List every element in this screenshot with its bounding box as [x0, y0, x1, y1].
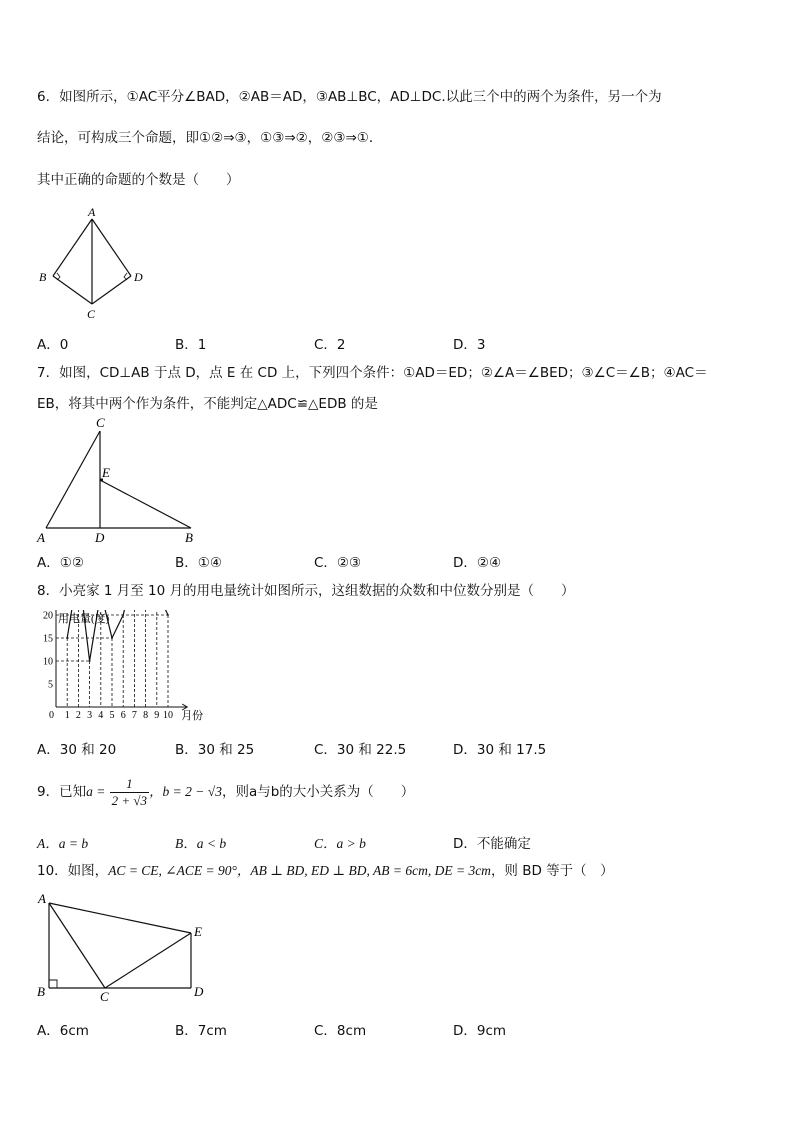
origin-label: 0 — [49, 710, 54, 721]
q7-text-line2: EB，将其中两个作为条件，不能判定△ADC≌△EDB 的是 — [37, 396, 378, 412]
q10-option-a: A．6cm — [37, 1023, 89, 1039]
x-tick-label-10: 10 — [163, 710, 173, 721]
q9-post: ，则a与b的大小关系为（ ） — [221, 784, 415, 800]
q10-label-C: C — [100, 989, 109, 1004]
q10-math: AC = CE, ∠ACE = 90°，AB ⊥ BD, ED ⊥ BD, AB = 6cm, DE = 3cm — [108, 863, 491, 878]
data-point-5 — [111, 637, 113, 639]
x-tick-label-5: 5 — [109, 710, 115, 721]
x-tick-label-6: 6 — [120, 710, 126, 721]
q9-frac-den: 2 + √3 — [111, 792, 148, 808]
x-tick-label-1: 1 — [64, 710, 70, 721]
q10-label-D: D — [194, 984, 204, 999]
q7-option-b: B．①④ — [175, 555, 222, 571]
q10-label-A: A — [38, 891, 46, 906]
q7-option-c: C．②③ — [314, 555, 362, 571]
q7-option-d: D．②④ — [453, 555, 502, 571]
q6-figure — [34, 203, 154, 323]
x-tick-label-9: 9 — [154, 710, 160, 721]
q8-text-line1: 8．小亮家 1 月至 10 月的用电量统计如图所示，这组数据的众数和中位数分别是（ ） — [37, 583, 575, 599]
q9-pre: 9．已知 — [37, 784, 87, 800]
q10-question — [37, 862, 614, 880]
data-point-6 — [122, 614, 124, 616]
q6-label-B: B — [39, 270, 47, 284]
q7-label-E: E — [102, 465, 110, 480]
q9-b-expr: ，b = 2 − √3 — [149, 784, 222, 799]
x-axis-title: 月份 — [181, 710, 204, 722]
q7-figure — [34, 414, 204, 546]
q7-label-C: C — [96, 415, 105, 430]
q10-option-d: D．9cm — [453, 1023, 507, 1039]
q9-option-d: D．不能确定 — [453, 836, 531, 852]
y-tick-label-10: 10 — [43, 656, 53, 668]
q8-option-a: A．30 和 20 — [37, 742, 117, 758]
q7-label-A: A — [37, 530, 45, 545]
y-tick-label-15: 15 — [43, 633, 53, 645]
q9-option-a: A．a = b — [37, 836, 89, 851]
q10-figure — [34, 888, 214, 1006]
q8-chart — [34, 610, 214, 725]
data-point-10 — [167, 614, 169, 616]
q10-option-b: B．7cm — [175, 1023, 227, 1039]
q7-text-line1: 7．如图，CD⊥AB 于点 D，点 E 在 CD 上，下列四个条件：①AD＝ED；②∠A＝∠BED；③∠C＝∠B；④AC＝ — [37, 365, 708, 381]
q6-option-d: D．3 — [453, 337, 486, 353]
y-axis-title: 用电量(度) — [58, 613, 110, 625]
q7-label-D: D — [95, 530, 105, 545]
q10-label-B: B — [37, 984, 45, 999]
q10-option-c: C．8cm — [314, 1023, 367, 1039]
q9-fraction — [110, 776, 149, 809]
q6-label-C: C — [87, 307, 96, 321]
x-tick-label-8: 8 — [143, 710, 149, 721]
q10-pre: 10．如图， — [37, 863, 109, 879]
y-tick-label-5: 5 — [48, 679, 53, 691]
x-tick-label-4: 4 — [98, 710, 104, 721]
q6-text-line3: 其中正确的命题的个数是（ ） — [37, 172, 240, 188]
q9-frac-num: 1 — [110, 776, 149, 793]
y-tick-label-20: 20 — [43, 610, 53, 622]
q7-label-B: B — [185, 530, 193, 545]
q7-option-a: A．①② — [37, 555, 84, 571]
q8-option-d: D．30 和 17.5 — [453, 742, 547, 758]
q6-label-A: A — [88, 205, 96, 219]
q9-a-eq: a = — [86, 784, 106, 799]
q6-option-c: C．2 — [314, 337, 346, 353]
q8-option-b: B．30 和 25 — [175, 742, 255, 758]
q9-option-b: B．a < b — [175, 836, 227, 851]
q10-post: ，则 BD 等于（ ） — [490, 863, 614, 879]
data-point-1 — [66, 637, 68, 639]
q6-label-D: D — [134, 270, 143, 284]
q6-option-a: A．0 — [37, 337, 69, 353]
q9-option-c: C．a > b — [314, 836, 366, 851]
q6-option-b: B．1 — [175, 337, 207, 353]
x-tick-label-3: 3 — [87, 710, 93, 721]
q6-text-line1: 6．如图所示，①AC平分∠BAD，②AB＝AD，③AB⊥BC，AD⊥DC.以此三个中的两个为条件，另一个为 — [37, 89, 662, 105]
data-point-3 — [89, 660, 91, 662]
q8-option-c: C．30 和 22.5 — [314, 742, 407, 758]
q10-label-E: E — [194, 924, 202, 939]
x-tick-label-7: 7 — [131, 710, 137, 721]
x-tick-label-2: 2 — [75, 710, 81, 721]
q9-question — [37, 774, 414, 810]
q6-text-line2: 结论，可构成三个命题，即①②⇒③，①③⇒②，②③⇒①． — [37, 130, 383, 146]
